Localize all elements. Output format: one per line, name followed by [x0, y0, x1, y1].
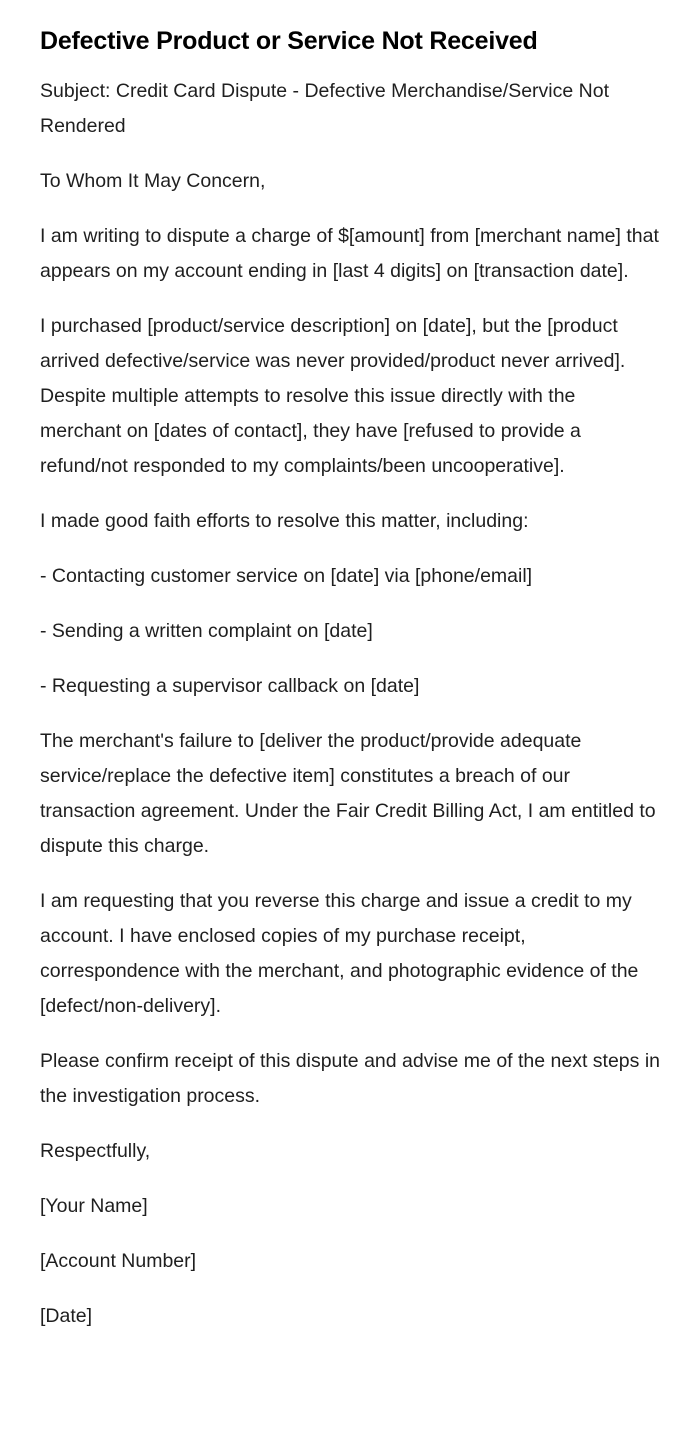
efforts-intro: I made good faith efforts to resolve this matter, including:: [40, 510, 529, 532]
effort-item-supervisor-callback: - Requesting a supervisor callback on [date]: [40, 675, 420, 697]
subject-line: Subject: Credit Card Dispute - Defective Merchandise/Service Not Rendered: [40, 80, 609, 137]
closing: Respectfully,: [40, 1140, 151, 1162]
signature-date: [Date]: [40, 1305, 93, 1327]
request-paragraph: I am requesting that you reverse this charge and issue a credit to my account. I have enclosed copies of my purchase receipt, correspondence with the merchant, and photographic evidence of the [defect/non-delivery].: [40, 890, 639, 1017]
effort-item-written-complaint: - Sending a written complaint on [date]: [40, 620, 373, 642]
document-title: Defective Product or Service Not Received: [40, 27, 538, 55]
intro-paragraph: I am writing to dispute a charge of $[amount] from [merchant name] that appears on my account ending in [last 4 digits] on [transaction date].: [40, 225, 659, 282]
breach-paragraph: The merchant's failure to [deliver the product/provide adequate service/replace the defective item] constitutes a breach of our transaction agreement. Under the Fair Credit Billing Act, I am entitled to dispute this charge.: [40, 730, 656, 857]
confirm-paragraph: Please confirm receipt of this dispute and advise me of the next steps in the investigation process.: [40, 1050, 661, 1107]
details-paragraph: I purchased [product/service description] on [date], but the [product arrived defective/service was never provided/product never arrived]. Despite multiple attempts to resolve this issue directly with the merchant on [dates of contact], they have [refused to provide a refund/not responded to my complaints/been uncooperative].: [40, 315, 626, 477]
signature-name: [Your Name]: [40, 1195, 148, 1217]
signature-account: [Account Number]: [40, 1250, 197, 1272]
greeting: To Whom It May Concern,: [40, 170, 266, 192]
effort-item-contact: - Contacting customer service on [date] via [phone/email]: [40, 565, 533, 587]
